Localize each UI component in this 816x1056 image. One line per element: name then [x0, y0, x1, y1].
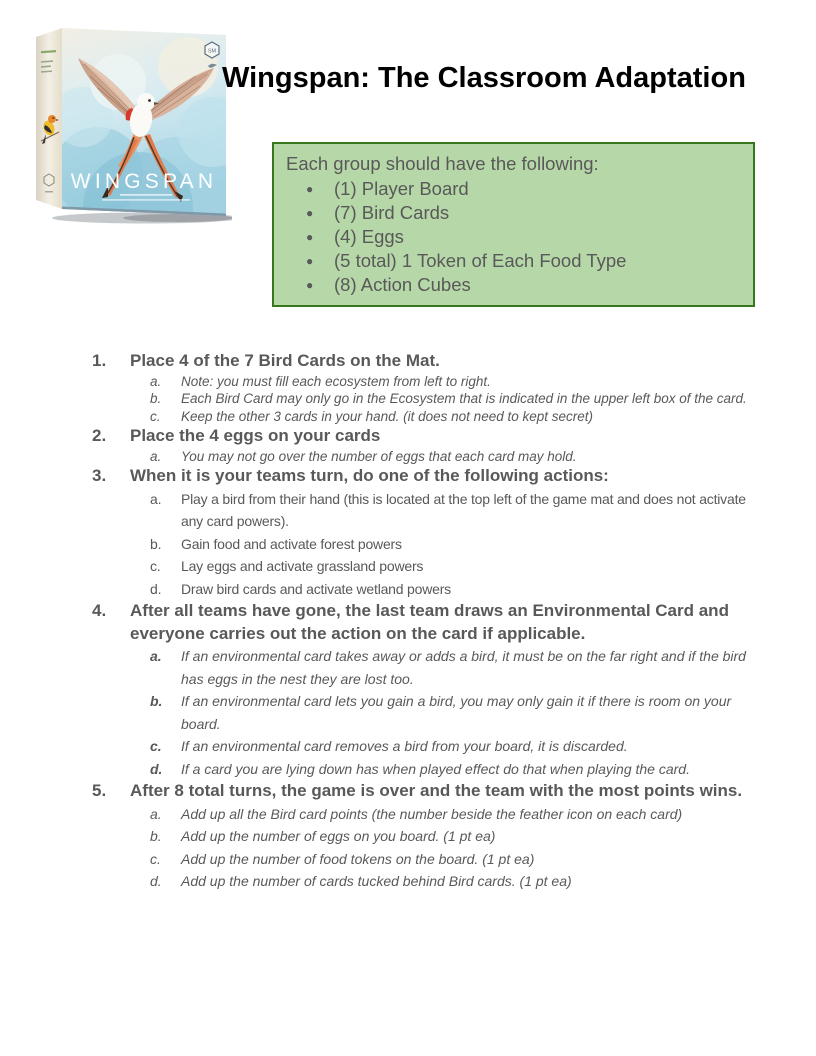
sub-item-text: Add up the number of eggs on you board. (1 pt ea) [181, 828, 496, 844]
rule-sub-item [92, 488, 756, 533]
sub-item-text: Play a bird from their hand (this is located at the top left of the game mat and does not activate any card powers). [181, 490, 746, 529]
rule-heading [92, 465, 756, 488]
rule-heading [92, 350, 756, 373]
sub-item-letter: d. [150, 873, 162, 889]
materials-item-label: (5 total) 1 Token of Each Food Type [334, 250, 627, 271]
box-side-panel [36, 28, 62, 209]
rule-heading-text: After all teams have gone, the last team draws an Environmental Card and everyone carries out the action on the card if applicable. [130, 601, 729, 643]
box-logo-text: WINGSPAN [70, 170, 218, 193]
box-credit-line [120, 194, 172, 196]
sub-item-text: Add up all the Bird card points (the number beside the feather icon on each card) [181, 805, 683, 822]
sub-item-text: You may not go over the number of eggs that each card may hold. [181, 448, 577, 464]
rule-heading [92, 425, 756, 448]
sub-item-letter: c. [150, 408, 161, 424]
sub-item-letter: a. [150, 448, 162, 464]
rule-section-4 [92, 600, 756, 780]
rule-section-3 [92, 465, 756, 600]
rule-sub-item [92, 390, 756, 408]
rule-sub-item [92, 408, 756, 426]
materials-item-label: (8) Action Cubes [334, 274, 471, 295]
sub-item-letter: a. [150, 490, 162, 507]
bullet-icon: ● [306, 206, 314, 220]
rule-heading-text: Place 4 of the 7 Bird Cards on the Mat. [130, 351, 440, 370]
sub-item-letter: d. [150, 760, 163, 777]
materials-box [272, 142, 755, 307]
sub-item-letter: a. [150, 373, 162, 389]
sub-item-letter: b. [150, 391, 162, 406]
rule-sub-item [92, 825, 756, 848]
rule-number: 3. [92, 466, 107, 485]
sub-item-letter: c. [150, 738, 162, 754]
rule-sub-item [92, 735, 756, 758]
sub-item-text: Keep the other 3 cards in your hand. (it does not need to kept secret) [181, 408, 594, 424]
rule-heading-text: When it is your teams turn, do one of the following actions: [130, 466, 609, 485]
wingspan-box-art-svg [28, 22, 232, 226]
sub-item-letter: d. [150, 580, 162, 597]
page-title: Wingspan: The Classroom Adaptation [222, 62, 746, 94]
sub-item-text: If an environmental card takes away or adds a bird, it must be on the far right and if the bird has eggs in the nest they are lost too. [181, 648, 746, 687]
bullet-icon: ● [306, 254, 314, 268]
rule-number: 5. [92, 781, 107, 800]
sub-item-text: If a card you are lying down has when played effect do that when playing the card. [181, 760, 690, 777]
sub-item-letter: c. [150, 850, 161, 867]
materials-item [286, 225, 741, 249]
sub-item-text: Each Bird Card may only go in the Ecosystem that is indicated in the upper left box of the card. [181, 391, 747, 406]
rule-number: 2. [92, 426, 107, 445]
rule-section-2 [92, 425, 756, 465]
sub-item-text: Draw bird cards and activate wetland powers [181, 580, 451, 597]
bullet-icon: ● [306, 230, 314, 244]
rule-sub-item [92, 690, 756, 735]
rule-section-1 [92, 350, 756, 425]
sub-item-text: Add up the number of food tokens on the board. (1 pt ea) [181, 850, 535, 867]
rule-sub-item [92, 448, 756, 466]
sub-item-letter: a. [150, 648, 162, 664]
sub-item-text: If an environmental card removes a bird from your board, it is discarded. [181, 738, 628, 754]
rule-sub-item [92, 533, 756, 556]
materials-item-label: (1) Player Board [334, 178, 469, 199]
rule-heading-text: Place the 4 eggs on your cards [130, 426, 381, 445]
rule-sub-item [92, 373, 756, 391]
rule-sub-item [92, 758, 756, 781]
rule-sub-item [92, 578, 756, 601]
sub-item-letter: c. [150, 558, 161, 574]
rule-heading-text: After 8 total turns, the game is over and the team with the most points wins. [130, 781, 743, 800]
rule-number: 4. [92, 601, 107, 620]
box-front-face [53, 28, 232, 226]
svg-text:SM: SM [207, 48, 217, 55]
rule-sub-item [92, 848, 756, 871]
rule-heading [92, 780, 756, 803]
sub-item-text: Lay eggs and activate grassland powers [181, 558, 424, 574]
materials-item-label: (4) Eggs [334, 226, 404, 247]
materials-item [286, 177, 741, 201]
sub-item-letter: b. [150, 693, 163, 709]
rule-sub-item [92, 870, 756, 893]
sub-item-text: Add up the number of cards tucked behind Bird cards. (1 pt ea) [181, 873, 572, 889]
materials-item-label: (7) Bird Cards [334, 202, 450, 223]
rules-list [92, 350, 756, 893]
materials-item [286, 249, 741, 273]
rule-sub-item [92, 555, 756, 578]
rule-section-5 [92, 780, 756, 893]
box-credit-line [102, 199, 190, 201]
sub-item-letter: b. [150, 828, 162, 844]
sub-item-text: Note: you must fill each ecosystem from left to right. [181, 373, 491, 389]
sub-item-text: If an environmental card lets you gain a bird, you may only gain it if there is room on your board. [181, 693, 732, 732]
sub-item-text: Gain food and activate forest powers [181, 535, 402, 552]
materials-item [286, 273, 741, 297]
sub-item-letter: b. [150, 535, 162, 552]
wingspan-box-image [28, 22, 232, 226]
rule-sub-item [92, 645, 756, 690]
rule-number: 1. [92, 351, 107, 370]
materials-heading: Each group should have the following: [286, 153, 599, 174]
bullet-icon: ● [306, 182, 314, 196]
rule-sub-item [92, 803, 756, 826]
sub-item-letter: a. [150, 805, 162, 822]
materials-item [286, 201, 741, 225]
bullet-icon: ● [306, 278, 314, 292]
rule-heading [92, 600, 756, 645]
